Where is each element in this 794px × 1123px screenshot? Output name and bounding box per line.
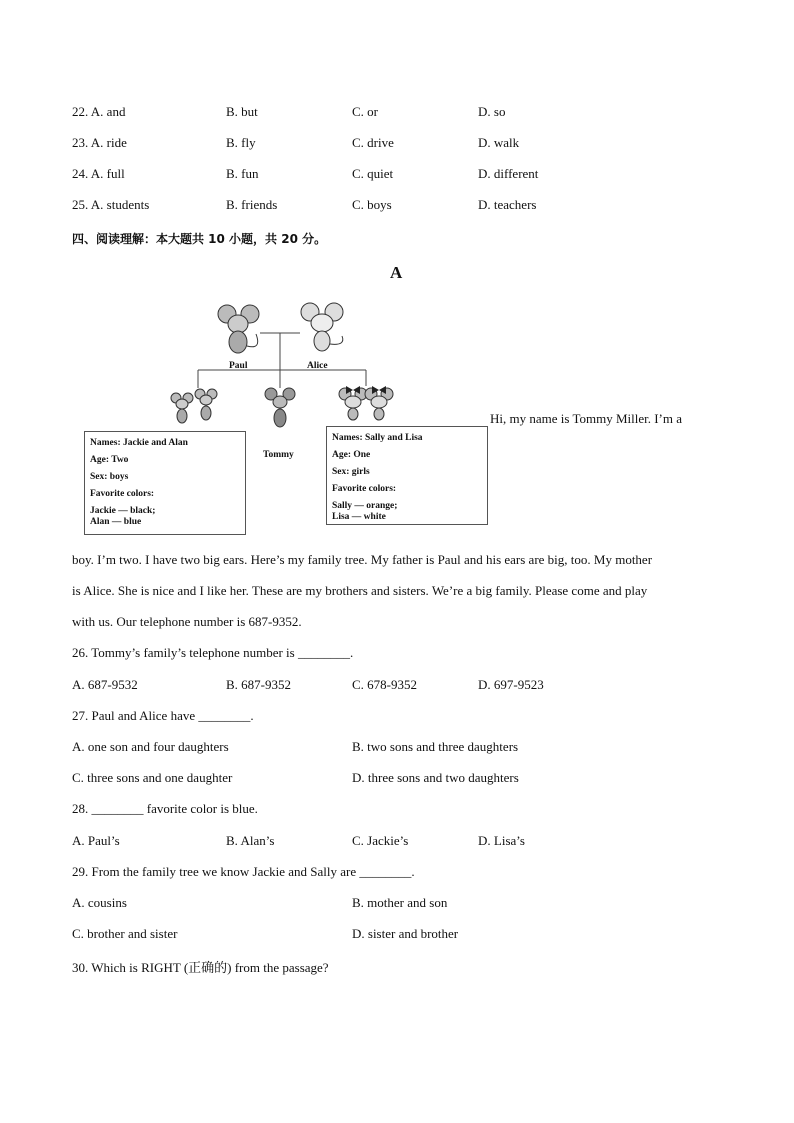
question-28-stem: 28. ________ favorite color is blue. (72, 801, 258, 816)
box-color-2: Lisa — white (332, 512, 386, 522)
option-d: D. walk (478, 135, 520, 150)
alice-mouse-icon (301, 303, 343, 351)
passage-line-1: Hi, my name is Tommy Miller. I’m a (490, 411, 683, 426)
option-d: D. different (478, 166, 539, 181)
cloze-item-22 (0, 104, 794, 122)
question-26-options (0, 677, 794, 695)
question-27-options-row1 (0, 739, 794, 757)
tommy-label: Tommy (263, 450, 294, 460)
option-a: A. cousins (72, 895, 127, 910)
option-a: A. Paul’s (72, 833, 120, 848)
sally-lisa-mice-icon (339, 386, 393, 420)
question-30-stem: 30. Which is RIGHT (正确的) from the passage? (72, 960, 329, 975)
box-color-2: Alan — blue (90, 517, 142, 527)
option-a: A. 687-9532 (72, 677, 138, 692)
box-color-1: Sally — orange; (332, 501, 398, 511)
option-b: B. friends (226, 197, 278, 212)
cloze-item-25 (0, 197, 794, 215)
info-box-jackie-alan (84, 431, 246, 535)
box-age: Age: Two (90, 455, 129, 465)
box-colors-heading: Favorite colors: (332, 484, 397, 494)
option-a: 22. A. and (72, 104, 126, 119)
cloze-item-24 (0, 166, 794, 184)
tommy-mouse-icon (265, 388, 295, 427)
option-c: C. boys (352, 197, 392, 212)
option-c: C. Jackie’s (352, 833, 409, 848)
option-c: C. drive (352, 135, 394, 150)
paul-mouse-icon (218, 305, 259, 353)
paul-label: Paul (229, 361, 248, 371)
box-color-1: Jackie — black; (90, 506, 156, 516)
option-b: B. Alan’s (226, 833, 275, 848)
option-b: B. mother and son (352, 895, 448, 910)
option-c: C. quiet (352, 166, 394, 181)
box-names: Names: Jackie and Alan (90, 438, 188, 448)
option-b: B. fun (226, 166, 259, 181)
option-d: D. three sons and two daughters (352, 770, 519, 785)
section-heading: 四、阅读理解：本大题共 10 小题，共 20 分。 (72, 232, 327, 246)
alice-label: Alice (307, 361, 328, 371)
option-c: C. 678-9352 (352, 677, 417, 692)
option-b: B. two sons and three daughters (352, 739, 519, 754)
box-sex: Sex: girls (332, 467, 370, 477)
box-sex: Sex: boys (90, 472, 129, 482)
option-a: 25. A. students (72, 197, 150, 212)
jackie-alan-mice-icon (171, 389, 217, 423)
question-27-stem: 27. Paul and Alice have ________. (72, 708, 254, 723)
option-d: D. Lisa’s (478, 833, 525, 848)
passage-line-4: with us. Our telephone number is 687-9352. (72, 614, 302, 629)
passage-line-3: is Alice. She is nice and I like her. These are my brothers and sisters. We’re a big family. Please come and play (72, 583, 648, 598)
option-d: D. so (478, 104, 506, 119)
option-c: C. or (352, 104, 378, 119)
question-29-options-row2 (0, 926, 794, 944)
box-age: Age: One (332, 450, 371, 460)
question-28-options (0, 833, 794, 851)
option-b: B. but (226, 104, 258, 119)
option-a: A. one son and four daughters (72, 739, 229, 754)
box-names: Names: Sally and Lisa (332, 433, 423, 443)
question-29-stem: 29. From the family tree we know Jackie and Sally are ________. (72, 864, 415, 879)
option-d: D. 697-9523 (478, 677, 544, 692)
box-colors-heading: Favorite colors: (90, 489, 155, 499)
option-a: 23. A. ride (72, 135, 127, 150)
passage-title: A (390, 263, 403, 282)
question-27-options-row2 (0, 770, 794, 788)
question-26-stem: 26. Tommy’s family’s telephone number is ________. (72, 645, 354, 660)
option-d: D. teachers (478, 197, 537, 212)
question-29-options-row1 (0, 895, 794, 913)
option-c: C. three sons and one daughter (72, 770, 233, 785)
option-a: 24. A. full (72, 166, 125, 181)
passage-line-2: boy. I’m two. I have two big ears. Here’s my family tree. My father is Paul and his ears are big, too. My mother (72, 552, 653, 567)
cloze-item-23 (0, 135, 794, 153)
info-box-sally-lisa (326, 426, 488, 525)
option-c: C. brother and sister (72, 926, 178, 941)
option-d: D. sister and brother (352, 926, 459, 941)
option-b: B. 687-9352 (226, 677, 291, 692)
option-b: B. fly (226, 135, 256, 150)
